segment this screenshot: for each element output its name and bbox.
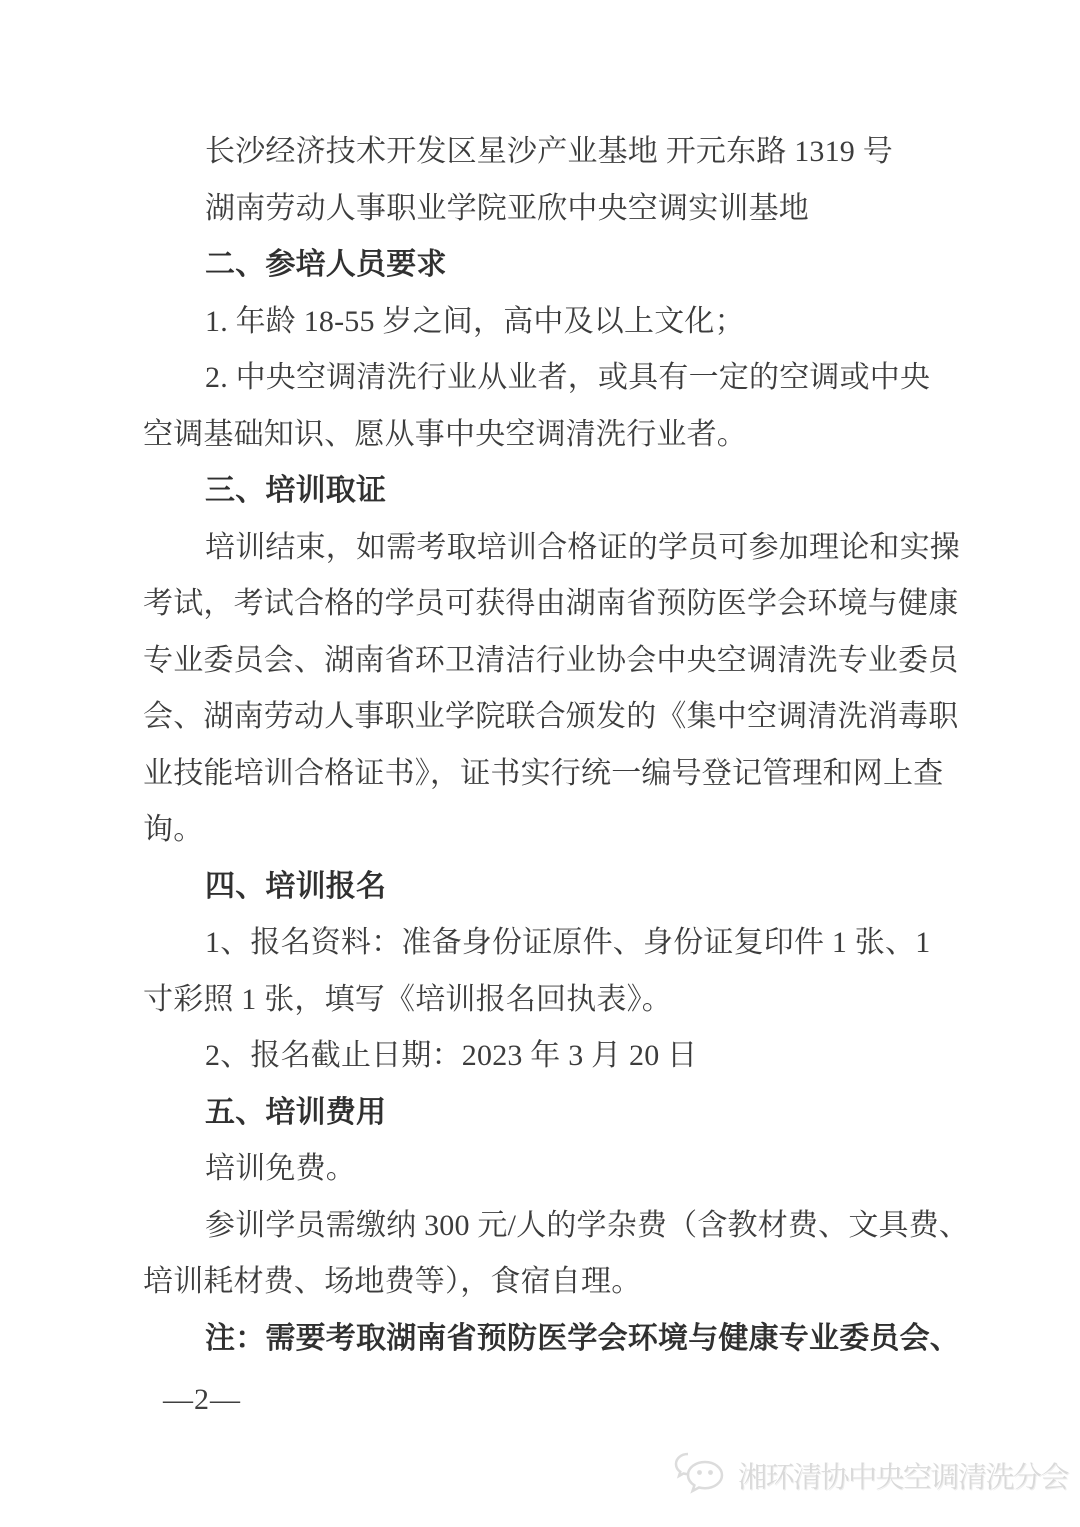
doc-line: 询。: [143, 813, 204, 846]
watermark: [672, 1450, 1068, 1500]
doc-line: 培训免费。: [205, 1152, 356, 1185]
doc-line: 业技能培训合格证书》，证书实行统一编号登记管理和网上查: [143, 756, 944, 790]
doc-line: 二、参培人员要求: [205, 248, 447, 281]
doc-line: 2. 中央空调清洗行业从业者，或具有一定的空调或中央: [205, 361, 931, 394]
doc-line: 空调基础知识、愿从事中央空调清洗行业者。: [143, 417, 747, 451]
doc-line: 会、湖南劳动人事职业学院联合颁发的《集中空调清洗消毒职: [143, 700, 959, 733]
doc-line: 1. 年龄 18-55 岁之间，高中及以上文化；: [205, 304, 745, 338]
page-number: —2—: [163, 1383, 241, 1416]
doc-line: 考试，考试合格的学员可获得由湖南省预防医学会环境与健康: [143, 587, 959, 620]
doc-line: 专业委员会、湖南省环卫清洁行业协会中央空调清洗专业委员: [143, 643, 959, 677]
wechat-icon: [672, 1450, 728, 1500]
doc-line: 湖南劳动人事职业学院亚欣中央空调实训基地: [205, 191, 809, 225]
doc-line: 三、培训取证: [205, 474, 387, 507]
doc-line: 培训耗材费、场地费等），食宿自理。: [143, 1265, 642, 1298]
doc-line: 2、报名截止日期：2023 年 3 月 20 日: [205, 1039, 698, 1072]
text-block: [143, 124, 1003, 1367]
doc-line: 1、报名资料：准备身份证原件、身份证复印件 1 张、1: [205, 926, 931, 959]
doc-line: 参训学员需缴纳 300 元/人的学杂费（含教材费、文具费、: [205, 1208, 970, 1242]
doc-line: 培训结束，如需考取培训合格证的学员可参加理论和实操: [205, 530, 960, 564]
doc-line: 注：需要考取湖南省预防医学会环境与健康专业委员会、: [205, 1321, 960, 1355]
doc-line: 五、培训费用: [205, 1095, 387, 1129]
watermark-text: 湘环清协中央空调清洗分会: [738, 1461, 1069, 1494]
doc-line: 长沙经济技术开发区星沙产业基地 开元东路 1319 号: [205, 135, 893, 168]
doc-line: 寸彩照 1 张，填写《培训报名回执表》。: [143, 982, 672, 1016]
doc-line: 四、培训报名: [205, 869, 387, 903]
